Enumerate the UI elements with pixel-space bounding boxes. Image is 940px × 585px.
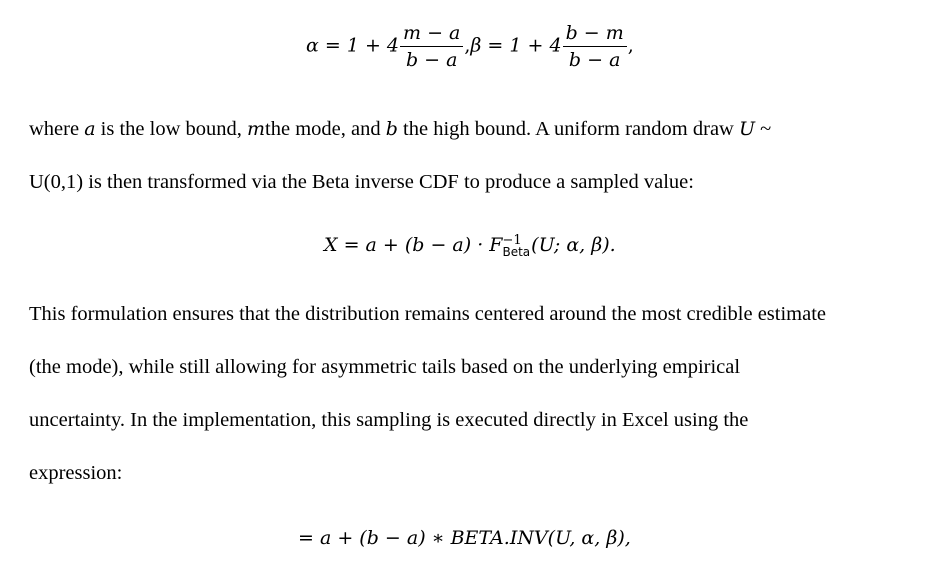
sampling-lhs: X = a + (b − a) · F — [324, 234, 503, 256]
alpha-numerator: m − a — [403, 22, 461, 44]
text-run: the high bound. A uniform random draw — [397, 118, 739, 140]
beta-numerator: b − m — [565, 22, 624, 44]
paragraph-line: This formulation ensures that the distribution remains centered around the most credible estimate — [29, 303, 826, 325]
paragraph-formulation — [29, 288, 929, 500]
beta-fraction — [563, 22, 627, 71]
beta-denominator: b − a — [568, 49, 621, 72]
separator: , — [464, 34, 471, 57]
subscript: Beta — [502, 245, 531, 259]
text-run: ~ — [755, 118, 772, 140]
alpha-denominator: b − a — [405, 49, 458, 72]
beta-lhs: β = 1 + 4 — [470, 34, 562, 57]
paragraph-definitions — [29, 103, 929, 209]
sampling-equation — [324, 234, 616, 258]
paragraph-line: U(0,1) is then transformed via the Beta inverse CDF to produce a sampled value: — [29, 171, 694, 193]
paragraph-line: expression: — [29, 462, 123, 484]
text-run: the mode, and — [265, 118, 386, 140]
variable-b: b — [385, 118, 398, 140]
paragraph-line — [29, 103, 929, 156]
variable-U: U — [738, 118, 755, 140]
text-run: where — [29, 118, 85, 140]
variable-a: a — [84, 118, 96, 140]
alpha-beta-equation — [306, 22, 634, 71]
paragraph-line: (the mode), while still allowing for asymmetric tails based on the underlying empirical — [29, 356, 741, 378]
paragraph-line: uncertainty. In the implementation, this sampling is executed directly in Excel using the — [29, 409, 749, 431]
text-run: is the low bound, — [95, 118, 248, 140]
variable-m: m — [247, 118, 266, 140]
equation-end: , — [627, 34, 634, 57]
superscript: −1 — [502, 233, 522, 248]
alpha-fraction — [400, 22, 463, 71]
excel-expression: = a + (b − a) ∗ BETA.INV(U, α, β), — [298, 527, 631, 549]
sampling-rhs: (U; α, β). — [531, 234, 616, 256]
alpha-lhs: α = 1 + 4 — [306, 34, 400, 57]
inverse-beta-scripts — [502, 234, 530, 258]
